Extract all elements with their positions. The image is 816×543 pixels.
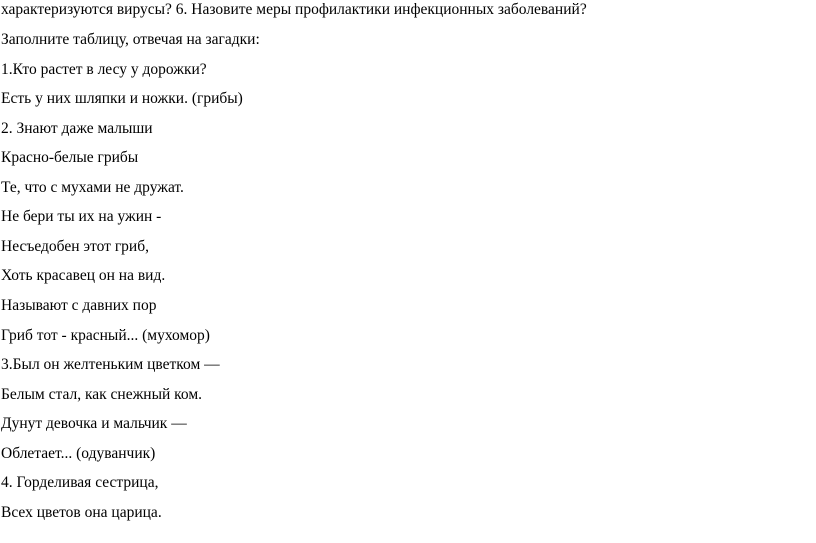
riddle-1-line-1: 1.Кто растет в лесу у дорожки? — [1, 61, 207, 78]
riddle-2-line-7: Называют с давних пор — [1, 297, 157, 314]
riddle-2-line-8: Гриб тот - красный... (мухомор) — [1, 327, 210, 344]
riddle-1-line-2: Есть у них шляпки и ножки. (грибы) — [1, 90, 243, 107]
riddle-3-line-1: 3.Был он желтеньким цветком — — [1, 356, 220, 373]
riddle-4-line-2: Всех цветов она царица. — [1, 504, 162, 521]
riddle-2-line-2: Красно-белые грибы — [1, 149, 139, 166]
riddle-2-line-6: Хоть красавец он на вид. — [1, 267, 166, 284]
riddle-2-line-1: 2. Знают даже малыши — [1, 120, 153, 137]
text-line-question-6: характеризуются вирусы? 6. Назовите меры профилактики инфекционных заболеваний? — [1, 1, 587, 18]
text-line-table-instruction: Заполните таблицу, отвечая на загадки: — [1, 31, 260, 48]
riddle-3-line-3: Дунут девочка и мальчик — — [1, 415, 187, 432]
riddle-3-line-4: Облетает... (одуванчик) — [1, 445, 156, 462]
riddle-3-line-2: Белым стал, как снежный ком. — [1, 386, 203, 403]
riddle-2-line-4: Не бери ты их на ужин - — [1, 208, 162, 225]
riddle-2-line-5: Несъедобен этот гриб, — [1, 238, 149, 255]
riddle-4-line-1: 4. Горделивая сестрица, — [1, 474, 159, 491]
riddle-2-line-3: Те, что с мухами не дружат. — [1, 179, 184, 196]
